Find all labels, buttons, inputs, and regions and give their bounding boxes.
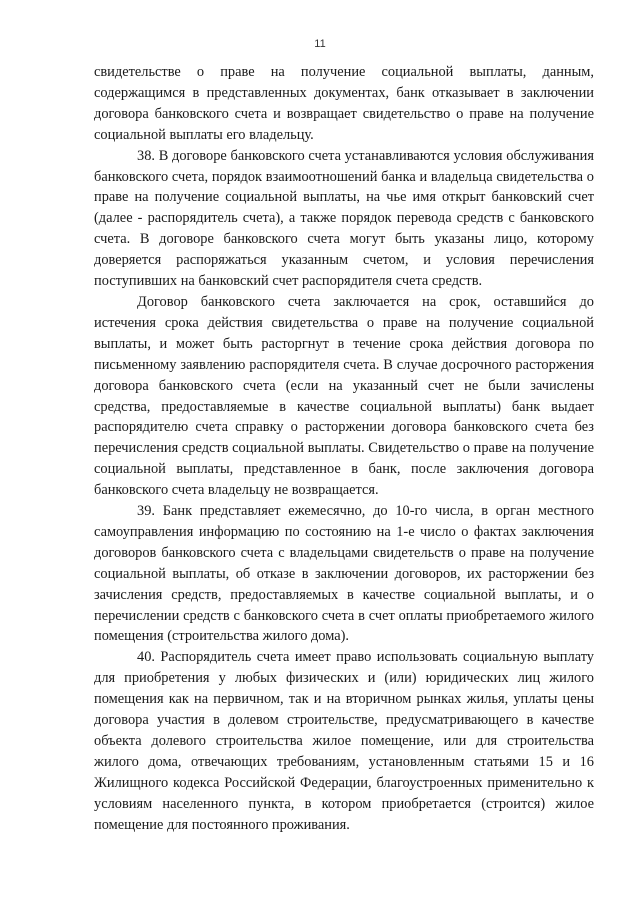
page-number: 11 [314,38,326,50]
document-body [94,62,594,836]
paragraph-bank-account-term: Договор банковского счета заключается на срок, оставшийся до истечения срока действия свидетельства о праве на получение социальной выплаты, и может быть расторгнут в течение срока действия договора по письменному заявлению распорядителя счета. В случае досрочного расторжения договора банковского счета (если на указанный счет не были зачислены средства, предоставляемые в качестве социальной выплаты) банк выдает распорядителю счета справку о расторжении договора банковского счета без перечисления средств социальной выплаты. Свидетельство о праве на получение социальной выплаты, представленное в банк, после заключения договора банковского счета владельцу не возвращается. [94,293,594,499]
paragraph-continuation: свидетельстве о праве на получение социальной выплаты, данным, содержащимся в представленных документах, банк отказывает в заключении договора банковского счета и возвращает свидетельство о праве на получение социальной выплаты его владельцу. [94,64,594,143]
paragraph-item-38: 38. В договоре банковского счета устанавливаются условия обслуживания банковского счета, порядок взаимоотношений банка и владельца свидетельства о праве на получение социальной выплаты, на чье имя открыт банковский счет (далее - распорядитель счета), а также порядок перевода средств с банковского счета. В договоре банковского счета могут быть указаны лицо, которому доверяется распоряжаться указанным счетом, и условия перечисления поступивших на банковский счет распорядителя счета средств. [94,147,594,290]
paragraph-item-40: 40. Распорядитель счета имеет право использовать социальную выплату для приобретения у любых физических и (или) юридических лиц жилого помещения как на первичном, так и на вторичном рынках жилья, уплаты цены договора участия в долевом строительстве, предусматривающего в качестве объекта долевого строительства жилое помещение, или для строительства жилого дома, отвечающих требованиям, установленным статьями 15 и 16 Жилищного кодекса Российской Федерации, благоустроенных применительно к условиям населенного пункта, в котором приобретается (строится) жилое помещение для постоянного проживания. [94,649,594,833]
paragraph-item-39: 39. Банк представляет ежемесячно, до 10-го числа, в орган местного самоуправления информацию по состоянию на 1-е число о фактах заключения договоров банковского счета с владельцами свидетельств о праве на получение социальной выплаты, об отказе в заключении договоров, их расторжении без зачисления средств, предоставляемых в качестве социальной выплаты, и о перечислении средств с банковского счета в счет оплаты приобретаемого жилого помещения (строительства жилого дома). [94,503,594,645]
